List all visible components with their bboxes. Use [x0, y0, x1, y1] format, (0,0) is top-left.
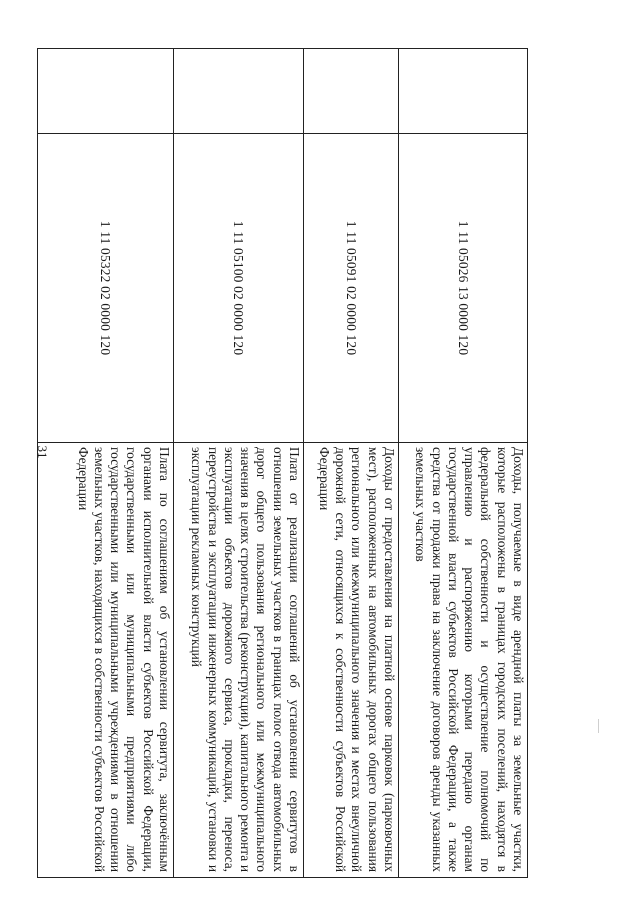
empty-cell — [304, 49, 399, 134]
description-cell: Плата по соглашениям об установлении сервитута, заключённым органами исполнительной власти субъектов Российской Федерации, государственными или муниципальными предприятиями либо государственными или муниципальными учреждениями в отношении земельных участков, находящихся в собственности субъектов Российской Федерации — [38, 443, 174, 878]
table-row — [38, 49, 174, 878]
page-number: 31 — [35, 445, 50, 459]
budget-code: 1 11 05091 02 0000 120 — [344, 220, 359, 356]
budget-classification-table — [37, 48, 528, 878]
table-row — [399, 49, 528, 878]
description-cell: Доходы от предоставления на платной основе парковок (парковочных мест), расположенных на автомобильных дорогах общего пользования регионального или межмуниципального значения и местах внеуличной дорожной сети, относящихся к собственности субъектов Российской Федерации — [304, 443, 399, 878]
rotated-table-container — [38, 48, 528, 878]
budget-code: 1 11 05100 02 0000 120 — [231, 220, 247, 356]
code-cell — [38, 134, 174, 443]
table-row — [304, 49, 399, 878]
empty-cell — [174, 49, 304, 134]
description-cell: Плата от реализации соглашений об установлении сервитутов в отношении земельных участков в границах полос отвода автомобильных дорог общего пользования регионального или межмуниципального значения в целях строительства (реконструкции), капитального ремонта и эксплуатации объектов дорожного сервиса, прокладки, переноса, переустройства и эксплуатации инженерных коммуникаций, установки и эксплуатации рекламных конструкций — [174, 443, 304, 878]
empty-cell — [399, 49, 528, 134]
empty-cell — [38, 49, 174, 134]
description-cell: Доходы, получаемые в виде арендной платы за земельные участки, которые расположены в границах городских поселений, находятся в федеральной собственности и осуществление полномочий по управлению и распоряжению которыми передано органам государственной власти субъектов Российской Федерации, а также средства от продажи права на заключение договоров аренды указанных земельных участков — [399, 443, 528, 878]
table-row — [174, 49, 304, 878]
scan-artifact — [598, 719, 599, 733]
code-cell — [174, 134, 304, 443]
code-cell — [399, 134, 528, 443]
code-cell — [304, 134, 399, 443]
budget-code: 1 11 05322 02 0000 120 — [98, 220, 114, 356]
budget-code: 1 11 05026 13 0000 120 — [456, 220, 471, 356]
